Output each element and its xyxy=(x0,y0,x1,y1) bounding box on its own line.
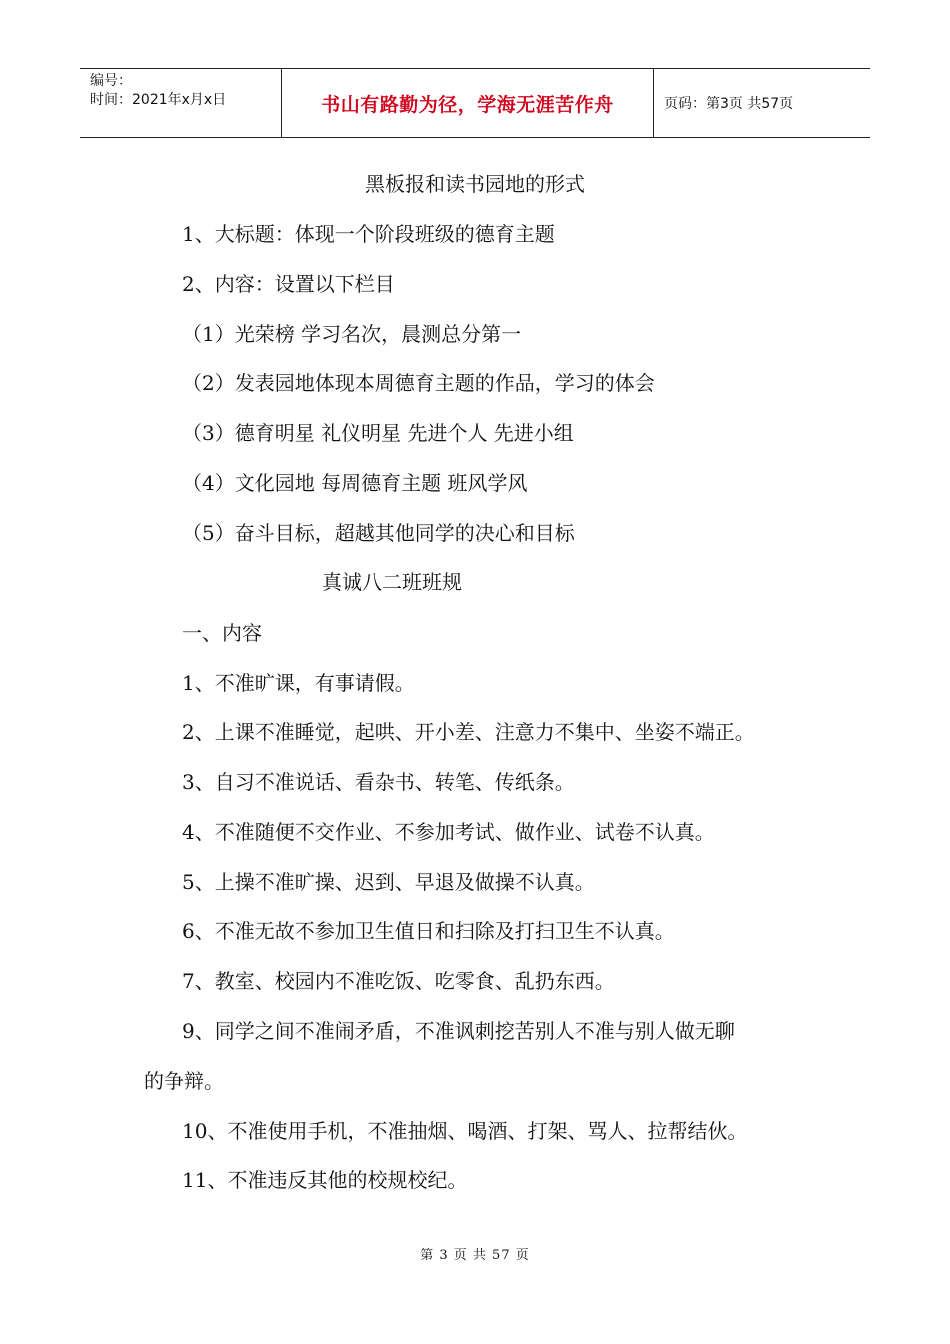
section-title-class-rules: 真诚八二班班规 xyxy=(322,570,462,594)
header-page-info: 页码：第3页 共57页 xyxy=(664,96,794,112)
rule-item-continuation: 的争辩。 xyxy=(144,1069,224,1093)
rule-item: 10、不准使用手机，不准抽烟、喝酒、打架、骂人、拉帮结伙。 xyxy=(182,1119,748,1143)
subsection-heading: 一、内容 xyxy=(182,621,262,645)
rule-item: 7、教室、校园内不准吃饭、吃零食、乱扔东西。 xyxy=(182,969,615,993)
page-footer: 第 3 页 共 57 页 xyxy=(420,1248,530,1263)
section-title-blackboard: 黑板报和读书园地的形式 xyxy=(365,172,585,196)
rule-item: 11、不准违反其他的校规校纪。 xyxy=(182,1168,468,1192)
header-motto: 书山有路勤为径，学海无涯苦作舟 xyxy=(282,69,654,137)
list-item: （5）奋斗目标，超越其他同学的决心和目标 xyxy=(182,521,575,545)
paragraph: 2、内容：设置以下栏目 xyxy=(182,272,395,296)
list-item: （3）德育明星 礼仪明星 先进个人 先进小组 xyxy=(182,421,574,445)
rule-item: 9、同学之间不准闹矛盾，不准讽刺挖苦别人不准与别人做无聊 xyxy=(182,1019,735,1043)
rule-item: 1、不准旷课，有事请假。 xyxy=(182,671,415,695)
rule-item: 3、自习不准说话、看杂书、转笔、传纸条。 xyxy=(182,770,575,794)
list-item: （4）文化园地 每周德育主题 班风学风 xyxy=(182,471,528,495)
header-code-label: 编号： xyxy=(90,73,132,89)
page-header xyxy=(80,68,870,138)
header-time-label: 时间：2021年x月x日 xyxy=(90,92,227,108)
rule-item: 2、上课不准睡觉，起哄、开小差、注意力不集中、坐姿不端正。 xyxy=(182,720,755,744)
list-item: （2）发表园地体现本周德育主题的作品，学习的体会 xyxy=(182,371,655,395)
paragraph: 1、大标题：体现一个阶段班级的德育主题 xyxy=(182,222,555,246)
rule-item: 5、上操不准旷操、迟到、早退及做操不认真。 xyxy=(182,870,595,894)
rule-item: 4、不准随便不交作业、不参加考试、做作业、试卷不认真。 xyxy=(182,820,715,844)
header-meta xyxy=(80,69,282,137)
rule-item: 6、不准无故不参加卫生值日和扫除及打扫卫生不认真。 xyxy=(182,919,675,943)
list-item: （1）光荣榜 学习名次，晨测总分第一 xyxy=(182,322,522,346)
